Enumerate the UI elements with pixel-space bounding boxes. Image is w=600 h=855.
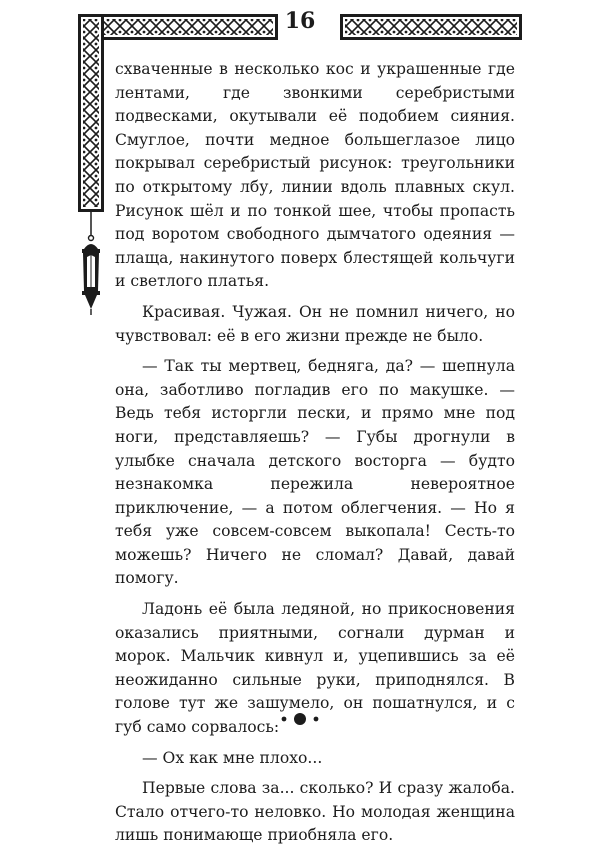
hanging-lantern-icon xyxy=(78,235,104,317)
lattice-border-icon xyxy=(340,14,522,40)
page-number: 16 xyxy=(284,8,316,34)
paragraph: — Ох как мне плохо... xyxy=(142,748,323,767)
paragraph: схваченные в несколько кос и украшенные где лентами, где звонкими серебристыми подвесками, окутывали её подобием сияния. Смуглое, почти медное большеглазое лицо покрывал серебристый рисунок: треугольники по открытому лбу, линии вдоль плавных скул. Рисунок шёл и по тонкой шее, чтобы пропасть под воротом свободного дымчатого одеяния — плаща, накинутого поверх блестящей кольчуги и светлого платья. xyxy=(115,60,515,291)
body-text xyxy=(115,58,515,855)
paragraph: Красивая. Чужая. Он не помнил ничего, но чувствовал: её в его жизни прежде не было. xyxy=(115,302,515,345)
dot-ornament-icon xyxy=(278,710,322,728)
paragraph: — Так ты мертвец, бедняга, да? — шепнула она, заботливо погладив его по макушке. — Ведь тебя исторгли пески, и прямо мне под ноги, представляешь? — Губы дрогнули в улыбке сначала детского восторга — будто незнакомка пережила невероятное приключение, — а потом облегчения. — Но я тебя уже совсем-совсем выкопала! Сесть-то можешь? Ничего не сломал? Давай, давай помогу. xyxy=(115,357,515,588)
paragraph: Первые слова за... сколько? И сразу жалоба. Стало отчего-то неловко. Но молодая женщина лишь понимающе приобняла его. xyxy=(115,779,515,845)
paragraph: Ладонь её была ледяной, но прикосновения оказались приятными, согнали дурман и морок. Мальчик кивнул и, уцепившись за её неожиданно сильные руки, приподнялся. В голове тут же зашумело, он пошатнулся, и с губ само сорвалось: xyxy=(115,600,515,737)
